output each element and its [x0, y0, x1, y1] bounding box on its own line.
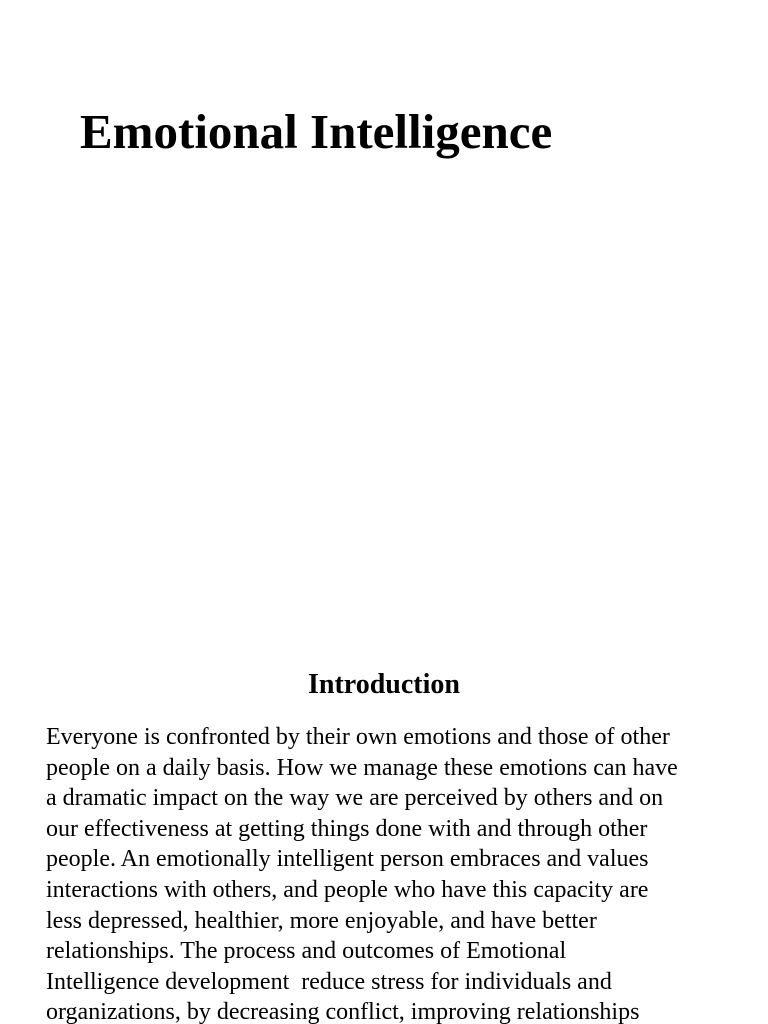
section-heading-introduction: Introduction: [308, 669, 460, 700]
paragraph-line: a dramatic impact on the way we are perceived by others and on: [46, 785, 664, 812]
paragraph-line: our effectiveness at getting things done with and through other: [46, 815, 648, 842]
paragraph-line: less depressed, healthier, more enjoyable, and have better: [46, 907, 597, 934]
paragraph-line: Everyone is confronted by their own emotions and those of other: [46, 724, 670, 750]
paragraph-line: organizations, by decreasing conflict, improving relationships: [46, 999, 640, 1024]
page-title: Emotional Intelligence: [80, 104, 553, 159]
paragraph-line: Intelligence development reduce stress for individuals and: [46, 968, 612, 995]
intro-paragraph: [46, 722, 736, 1024]
paragraph-line: interactions with others, and people who have this capacity are: [46, 876, 649, 903]
paragraph-line: relationships. The process and outcomes of Emotional: [46, 938, 567, 965]
paragraph-line: people on a daily basis. How we manage these emotions can have: [46, 754, 678, 781]
paragraph-line: people. An emotionally intelligent person embraces and values: [46, 846, 649, 873]
